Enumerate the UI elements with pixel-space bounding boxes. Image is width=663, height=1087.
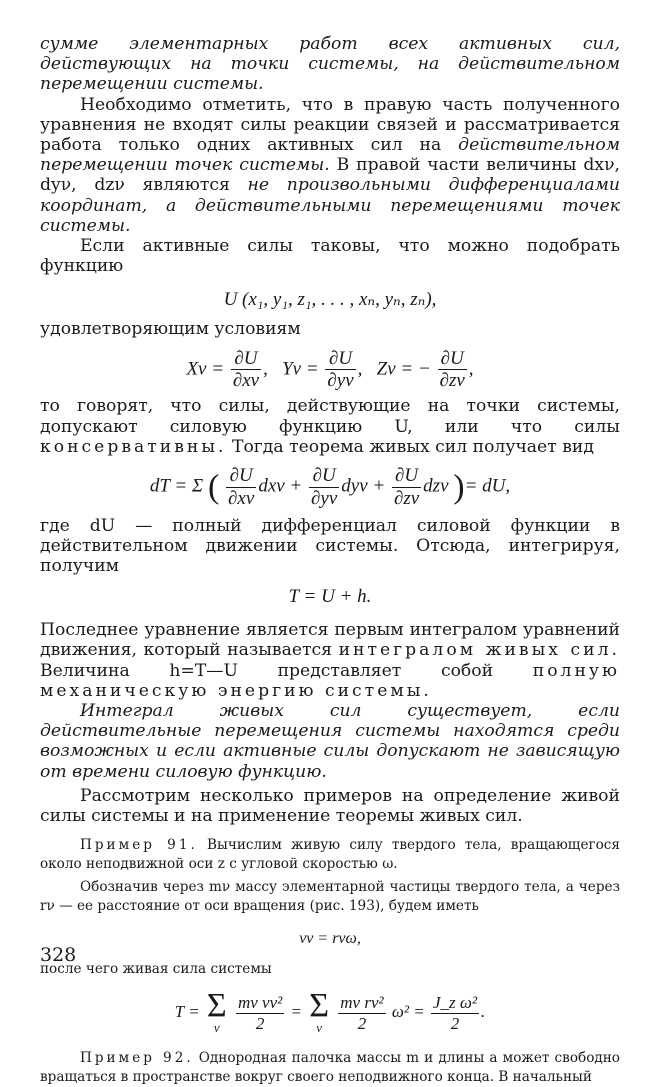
paragraph-6: где dU — полный дифференциал силовой функции в действительном движении системы. Отсюда, интегрируя, получим	[40, 515, 620, 577]
fraction: $\frac{\text{J\_z ω²}}{2}$	[432, 993, 477, 1033]
formula-part: T =	[174, 1002, 200, 1022]
paragraph-2	[40, 95, 620, 236]
formula-4: T = U + h.	[288, 586, 372, 608]
text-run: Необходимо отметить, что в правую часть полученного уравнения не входят силы реакции связей и рассматривается работа только одних активных сил на	[40, 94, 620, 156]
formula-5: vν = rνω,	[299, 930, 361, 948]
fraction: $\frac{\text{mν vν²}}{2}$	[237, 993, 283, 1033]
paragraph-1: сумме элементарных работ всех активных сил, действующих на точки системы, на действительном перемещении системы.	[40, 34, 620, 95]
text-run: Тогда теорема живых сил получает вид	[226, 436, 594, 457]
text-run-spaced: полную механическую энергию системы.	[40, 660, 620, 701]
page-number: 328	[40, 944, 77, 966]
formula-part: =	[290, 1002, 302, 1022]
paragraph-8: Интеграл живых сил существует, если действительные перемещения системы находятся среди возможных и если активные силы допускают не зависящую от времени силовую функцию.	[40, 701, 620, 782]
formula-part: = dU,	[464, 475, 511, 497]
paragraph-4: удовлетворяющим условиям	[40, 319, 301, 340]
formula-part: Yν =	[282, 358, 319, 380]
text-run: Вычислим живую силу твердого тела, вращающегося около неподвижной оси z с угловой скоростью ω.	[40, 837, 620, 873]
fraction: $\frac{\partial U}{\partial x\nu}$	[228, 464, 255, 509]
paragraph-3: Если активные силы таковы, что можно подобрать функцию	[40, 236, 620, 277]
paragraph-5	[40, 396, 620, 457]
text-run-italic: действительном перемещении точек системы.	[40, 135, 620, 176]
text-run-spaced: консервативны.	[40, 436, 227, 457]
formula-1: U (x₁, y₁, z₁, . . . , xₙ, yₙ, zₙ),	[223, 289, 437, 311]
text-run: то говорят, что силы, действующие на точки системы, допускают силовую функцию U, или что силы	[40, 396, 620, 437]
text-run-spaced: интегралом живых сил.	[338, 640, 621, 661]
formula-part: dzν	[423, 475, 449, 497]
formula-6	[40, 987, 620, 1036]
text-run: Однородная палочка массы m и длины a может свободно вращаться в пространстве вокруг своего неподвижного конца. В начальный	[40, 1050, 620, 1086]
fraction: $\frac{\partial U}{\partial x\nu}$	[232, 347, 260, 392]
paragraph-9: Рассмотрим несколько примеров на определение живой силы системы и на применение теоремы живых сил.	[40, 785, 620, 827]
formula-2: Xν = $\frac{\partial U}{\partial x\nu}$ , Yν = $\frac{\partial U}{\partial y\nu}$ , Zν = − $\frac{\partial U}{\partial z\nu}$ ,	[186, 347, 474, 392]
formula-part: ω² =	[391, 1002, 425, 1022]
example-label: Пример 92.	[80, 1050, 194, 1067]
example-92	[40, 1049, 620, 1087]
fraction: $\frac{\partial U}{\partial y\nu}$	[327, 347, 354, 392]
example-label: Пример 91.	[80, 837, 198, 854]
sum-symbol: Σ ν	[206, 987, 227, 1036]
sum-symbol: Σ ν	[309, 987, 330, 1036]
example-91	[40, 836, 620, 874]
fraction: $\frac{\partial U}{\partial z\nu}$	[439, 347, 465, 392]
formula-part: dT = Σ	[149, 475, 204, 497]
text-run-italic: не произвольными дифференциалами координат, а действительными перемещениями точек системы.	[40, 175, 620, 236]
paragraph-small-2: Обозначив через mν массу элементарной частицы твердого тела, а через rν — ее расстояние от оси вращения (рис. 193), будем иметь	[40, 879, 620, 915]
formula-part: dyν +	[341, 475, 386, 497]
text-run: Величина h=T—U представляет собой	[40, 660, 533, 681]
fraction: $\frac{\text{mν rν²}}{2}$	[340, 993, 384, 1033]
formula-part: .	[480, 1002, 486, 1022]
text-run: Последнее уравнение является первым интегралом уравнений движения, который называется	[40, 620, 620, 661]
page-body	[40, 34, 620, 1087]
formula-3: dT = Σ ( $\frac{\partial U}{\partial x\nu}$ dxν + $\frac{\partial U}{\partial y\nu}$ dyν + $\frac{\partial U}{\partial z\nu}$ dzν )= dU,	[149, 464, 511, 509]
paragraph-7	[40, 620, 620, 701]
text-run: В правой части величины dxν, dyν, dzν являются	[40, 155, 620, 196]
fraction: $\frac{\partial U}{\partial z\nu}$	[393, 464, 420, 509]
paragraph-small-3: после чего живая сила системы	[40, 961, 272, 978]
fraction: $\frac{\partial U}{\partial y\nu}$	[311, 464, 338, 509]
formula-part: Zν = −	[376, 358, 431, 380]
formula-part: dxν +	[258, 475, 303, 497]
formula-part: Xν =	[186, 358, 225, 380]
